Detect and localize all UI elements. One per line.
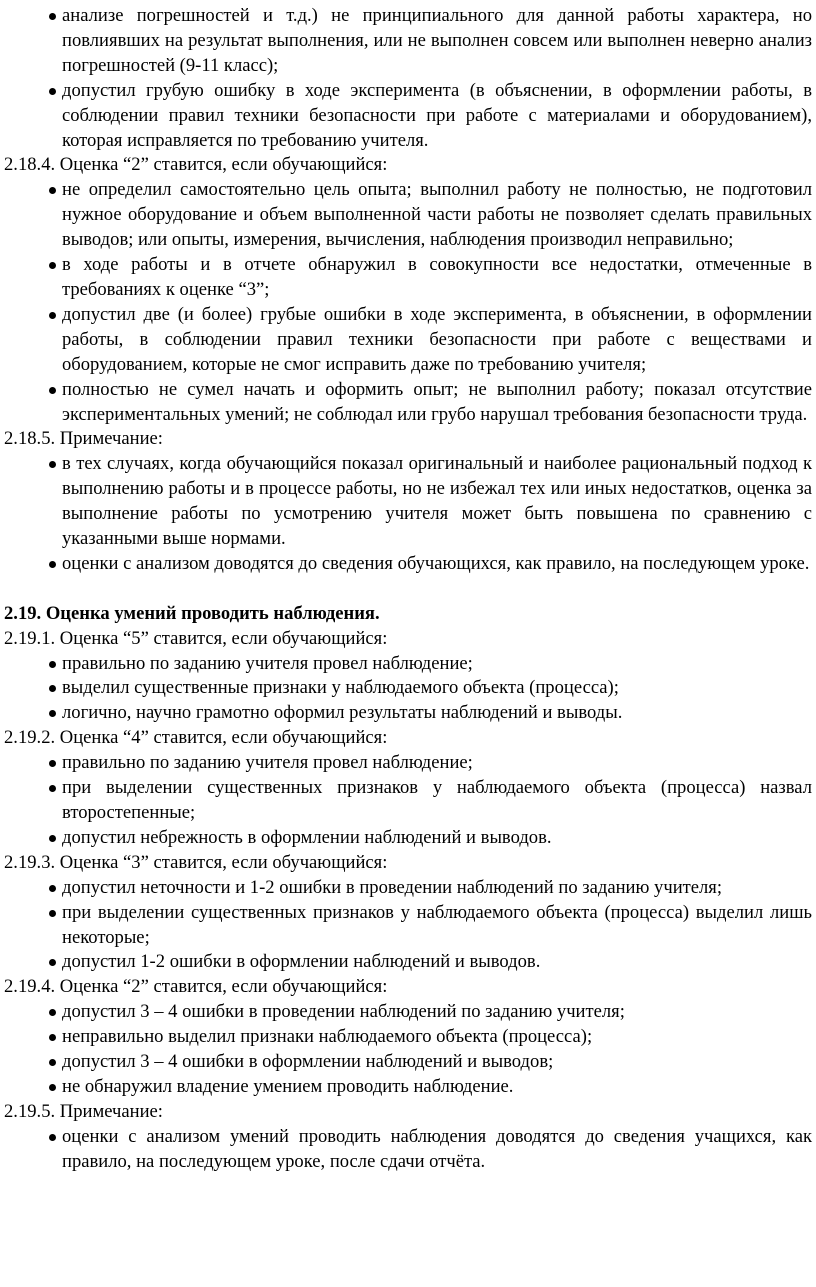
list-item bbox=[4, 950, 812, 975]
bullet-icon bbox=[49, 13, 56, 20]
list-item bbox=[4, 1025, 812, 1050]
section-title: 2.19. Оценка умений проводить наблюдения. bbox=[4, 602, 380, 624]
list-item-text: оценки с анализом умений проводить наблюдения доводятся до сведения учащихся, как правило, на последующем уроке, после сдачи отчёта. bbox=[62, 1125, 812, 1172]
bullet-icon bbox=[49, 959, 56, 966]
list-item-text: правильно по заданию учителя провел наблюдение; bbox=[62, 652, 473, 674]
list-item-text: правильно по заданию учителя провел наблюдение; bbox=[62, 752, 473, 774]
list-item bbox=[4, 303, 812, 378]
list-item bbox=[4, 253, 812, 303]
list-item bbox=[4, 452, 812, 552]
list-item-text: допустил небрежность в оформлении наблюдений и выводов. bbox=[62, 826, 552, 848]
blank-line bbox=[4, 577, 812, 602]
list-item-text: допустил 3 – 4 ошибки в проведении наблюдений по заданию учителя; bbox=[62, 1001, 625, 1023]
list-item bbox=[4, 178, 812, 253]
bullet-icon bbox=[49, 88, 56, 95]
subsection-heading: 2.19.2. Оценка “4” ставится, если обучающийся: bbox=[4, 727, 388, 749]
bullet-icon bbox=[49, 685, 56, 692]
document-page bbox=[4, 4, 812, 1175]
subsection-heading: 2.18.4. Оценка “2” ставится, если обучающийся: bbox=[4, 154, 388, 176]
list-item bbox=[4, 378, 812, 428]
list-item bbox=[4, 1000, 812, 1025]
list-item bbox=[4, 826, 812, 851]
bullet-icon bbox=[49, 760, 56, 767]
list-item bbox=[4, 1050, 812, 1075]
list-item bbox=[4, 652, 812, 677]
subsection-heading: 2.18.5. Примечание: bbox=[4, 428, 163, 450]
bullet-icon bbox=[49, 910, 56, 917]
list-item-text: в ходе работы и в отчете обнаружил в совокупности все недостатки, отмеченные в требованиях к оценке “3”; bbox=[62, 254, 812, 300]
bullet-icon bbox=[49, 1034, 56, 1041]
list-item-text: допустил 1-2 ошибки в оформлении наблюдений и выводов. bbox=[62, 951, 541, 973]
list-item-text: выделил существенные признаки у наблюдаемого объекта (процесса); bbox=[62, 677, 619, 699]
subsection-heading: 2.19.3. Оценка “3” ставится, если обучающийся: bbox=[4, 851, 388, 873]
bullet-icon bbox=[49, 1084, 56, 1091]
list-item bbox=[4, 552, 812, 577]
list-item bbox=[4, 876, 812, 901]
list-item bbox=[4, 1075, 812, 1100]
bullet-icon bbox=[49, 835, 56, 842]
list-item-text: в тех случаях, когда обучающийся показал оригинальный и наиболее рациональный подход к выполнению работы и в процессе работы, но не избежал тех или иных недостатков, оценка за выполнение работы по усмотрению учителя может быть повышена по сравнению с указанными выше нормами. bbox=[62, 453, 812, 550]
list-item-text: допустил неточности и 1-2 ошибки в проведении наблюдений по заданию учителя; bbox=[62, 876, 723, 898]
bullet-icon bbox=[49, 710, 56, 717]
list-item-text: допустил 3 – 4 ошибки в оформлении наблюдений и выводов; bbox=[62, 1051, 554, 1073]
list-item-text: при выделении существенных признаков у наблюдаемого объекта (процесса) назвал второстепенные; bbox=[62, 777, 812, 823]
bullet-icon bbox=[49, 661, 56, 668]
list-item-text: при выделении существенных признаков у наблюдаемого объекта (процесса) выделил лишь некоторые; bbox=[62, 901, 812, 948]
list-item-text: неправильно выделил признаки наблюдаемого объекта (процесса); bbox=[62, 1026, 593, 1048]
list-item-text: оценки с анализом доводятся до сведения обучающихся, как правило, на последующем уроке. bbox=[62, 552, 810, 574]
bullet-icon bbox=[49, 262, 56, 269]
bullet-icon bbox=[49, 461, 56, 468]
list-item bbox=[4, 1125, 812, 1175]
list-item bbox=[4, 4, 812, 79]
list-item-text: полностью не сумел начать и оформить опыт; не выполнил работу; показал отсутствие экспериментальных умений; не соблюдал или грубо нарушал требования безопасности труда. bbox=[62, 378, 812, 425]
bullet-icon bbox=[49, 312, 56, 319]
list-item-text: логично, научно грамотно оформил результаты наблюдений и выводы. bbox=[62, 702, 623, 724]
list-item bbox=[4, 676, 812, 701]
list-item bbox=[4, 79, 812, 154]
list-item-text: анализе погрешностей и т.д.) не принципиального для данной работы характера, но повлиявших на результат выполнения, или не выполнен совсем или выполнен неверно анализ погрешностей (9-11 класс); bbox=[62, 5, 812, 76]
subsection-heading: 2.19.4. Оценка “2” ставится, если обучающийся: bbox=[4, 976, 388, 998]
bullet-icon bbox=[49, 785, 56, 792]
bullet-icon bbox=[49, 885, 56, 892]
bullet-icon bbox=[49, 187, 56, 194]
list-item-text: не определил самостоятельно цель опыта; выполнил работу не полностью, не подготовил нужное оборудование и объем выполненной части работы не позволяет сделать правильных выводов; или опыты, измерения, вычисления, наблюдения производил неправильно; bbox=[62, 179, 812, 251]
list-item bbox=[4, 776, 812, 826]
bullet-icon bbox=[49, 1059, 56, 1066]
bullet-icon bbox=[49, 1134, 56, 1141]
list-item bbox=[4, 751, 812, 776]
list-item-text: допустил грубую ошибку в ходе эксперимента (в объяснении, в оформлении работы, в соблюдении правил техники безопасности при работе с материалами и оборудованием), которая исправляется по требованию учителя. bbox=[62, 79, 812, 151]
bullet-icon bbox=[49, 1009, 56, 1016]
bullet-icon bbox=[49, 387, 56, 394]
subsection-heading: 2.19.5. Примечание: bbox=[4, 1100, 163, 1122]
list-item bbox=[4, 701, 812, 726]
list-item-text: допустил две (и более) грубые ошибки в ходе эксперимента, в объяснении, в оформлении работы, в соблюдении правил техники безопасности при работе с веществами и оборудованием, которые не смог исправить даже по требованию учителя; bbox=[62, 303, 812, 375]
subsection-heading: 2.19.1. Оценка “5” ставится, если обучающийся: bbox=[4, 627, 388, 649]
bullet-icon bbox=[49, 561, 56, 568]
list-item-text: не обнаружил владение умением проводить наблюдение. bbox=[62, 1075, 514, 1097]
list-item bbox=[4, 901, 812, 951]
